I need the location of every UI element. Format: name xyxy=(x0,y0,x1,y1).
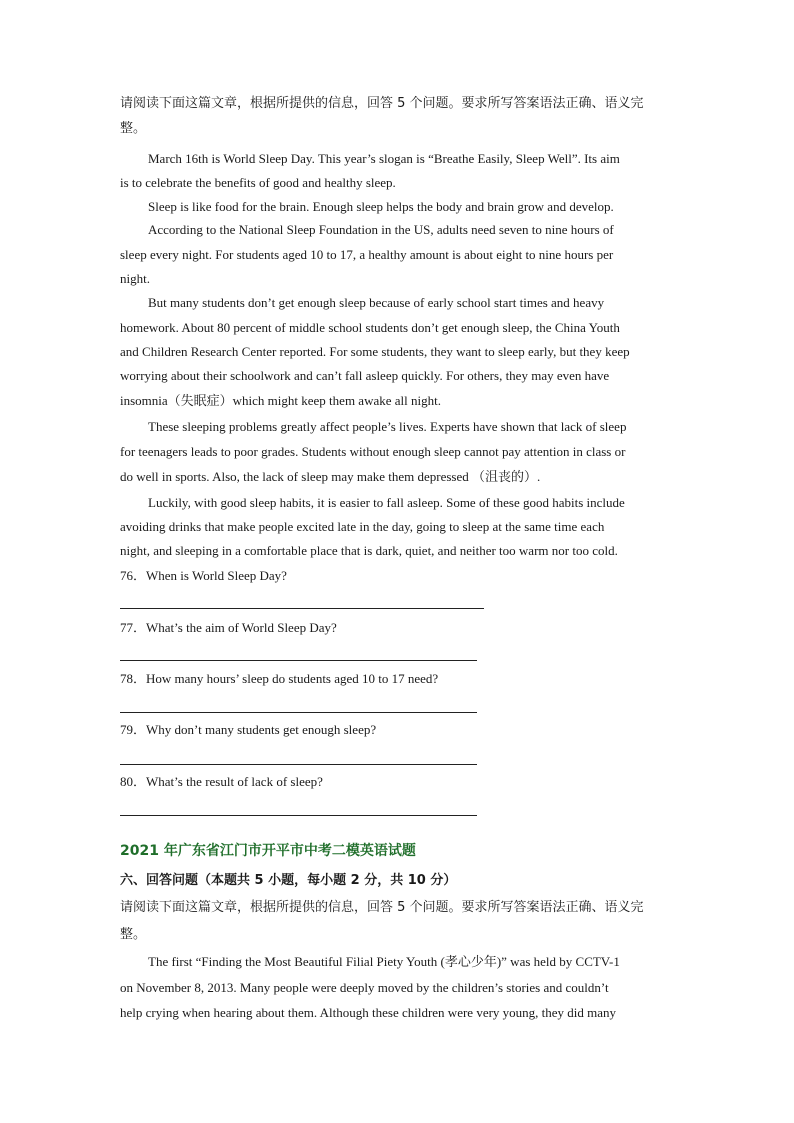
passage-line: for teenagers leads to poor grades. Students without enough sleep cannot pay attention in class or xyxy=(120,444,626,459)
instruction-line-1: 请阅读下面这篇文章，根据所提供的信息，回答 5 个问题。要求所写答案语法正确、语义完 xyxy=(120,900,644,915)
section-subtitle: 六、回答问题（本题共 5 小题，每小题 2 分，共 10 分） xyxy=(120,873,457,888)
passage-line: homework. About 80 percent of middle school students don’t get enough sleep, the China Youth xyxy=(120,320,620,335)
passage-line: March 16th is World Sleep Day. This year’s slogan is “Breathe Easily, Sleep Well”. Its aim xyxy=(148,151,620,166)
answer-line-79[interactable] xyxy=(120,764,477,765)
answer-line-78[interactable] xyxy=(120,712,477,713)
passage-line: Luckily, with good sleep habits, it is easier to fall asleep. Some of these good habits include xyxy=(148,495,625,510)
passage-line: The first “Finding the Most Beautiful Filial Piety Youth (孝心少年)” was held by CCTV-1 xyxy=(148,954,620,969)
passage-line: But many students don’t get enough sleep because of early school start times and heavy xyxy=(148,295,605,310)
passage-line: night, and sleeping in a comfortable place that is dark, quiet, and neither too warm nor too cold. xyxy=(120,543,618,558)
answer-line-77[interactable] xyxy=(120,660,477,661)
question-76: 76．When is World Sleep Day? xyxy=(120,568,287,583)
passage-line: help crying when hearing about them. Although these children were very young, they did many xyxy=(120,1005,617,1020)
answer-line-80[interactable] xyxy=(120,815,477,816)
passage-line: avoiding drinks that make people excited late in the day, going to sleep at the same time each xyxy=(120,519,605,534)
instruction-line-2: 整。 xyxy=(120,927,147,942)
passage-line: on November 8, 2013. Many people were deeply moved by the children’s stories and couldn’t xyxy=(120,980,609,995)
passage-line: night. xyxy=(120,271,150,286)
passage-line: worrying about their schoolwork and can’t fall asleep quickly. For others, they may even have xyxy=(120,368,610,383)
question-80: 80．What’s the result of lack of sleep? xyxy=(120,774,323,789)
instruction-line-1: 请阅读下面这篇文章，根据所提供的信息，回答 5 个问题。要求所写答案语法正确、语义完 xyxy=(120,96,644,111)
passage-line: Sleep is like food for the brain. Enough sleep helps the body and brain grow and develop. xyxy=(148,199,614,214)
passage-line: do well in sports. Also, the lack of sleep may make them depressed （沮丧的）. xyxy=(120,469,541,484)
question-78: 78．How many hours’ sleep do students aged 10 to 17 need? xyxy=(120,671,439,686)
instruction-line-2: 整。 xyxy=(120,121,147,136)
passage-line: According to the National Sleep Foundation in the US, adults need seven to nine hours of xyxy=(148,222,614,237)
passage-line: and Children Research Center reported. For some students, they want to sleep early, but they keep xyxy=(120,344,630,359)
section-title: 2021 年广东省江门市开平市中考二模英语试题 xyxy=(120,843,416,859)
question-79: 79．Why don’t many students get enough sleep? xyxy=(120,722,377,737)
answer-line-76[interactable] xyxy=(120,608,484,609)
passage-line: insomnia（失眠症）which might keep them awake all night. xyxy=(120,393,441,408)
question-77: 77．What’s the aim of World Sleep Day? xyxy=(120,620,337,635)
passage-line: sleep every night. For students aged 10 to 17, a healthy amount is about eight to nine hours per xyxy=(120,247,614,262)
passage-line: is to celebrate the benefits of good and healthy sleep. xyxy=(120,175,396,190)
passage-line: These sleeping problems greatly affect people’s lives. Experts have shown that lack of sleep xyxy=(148,419,627,434)
